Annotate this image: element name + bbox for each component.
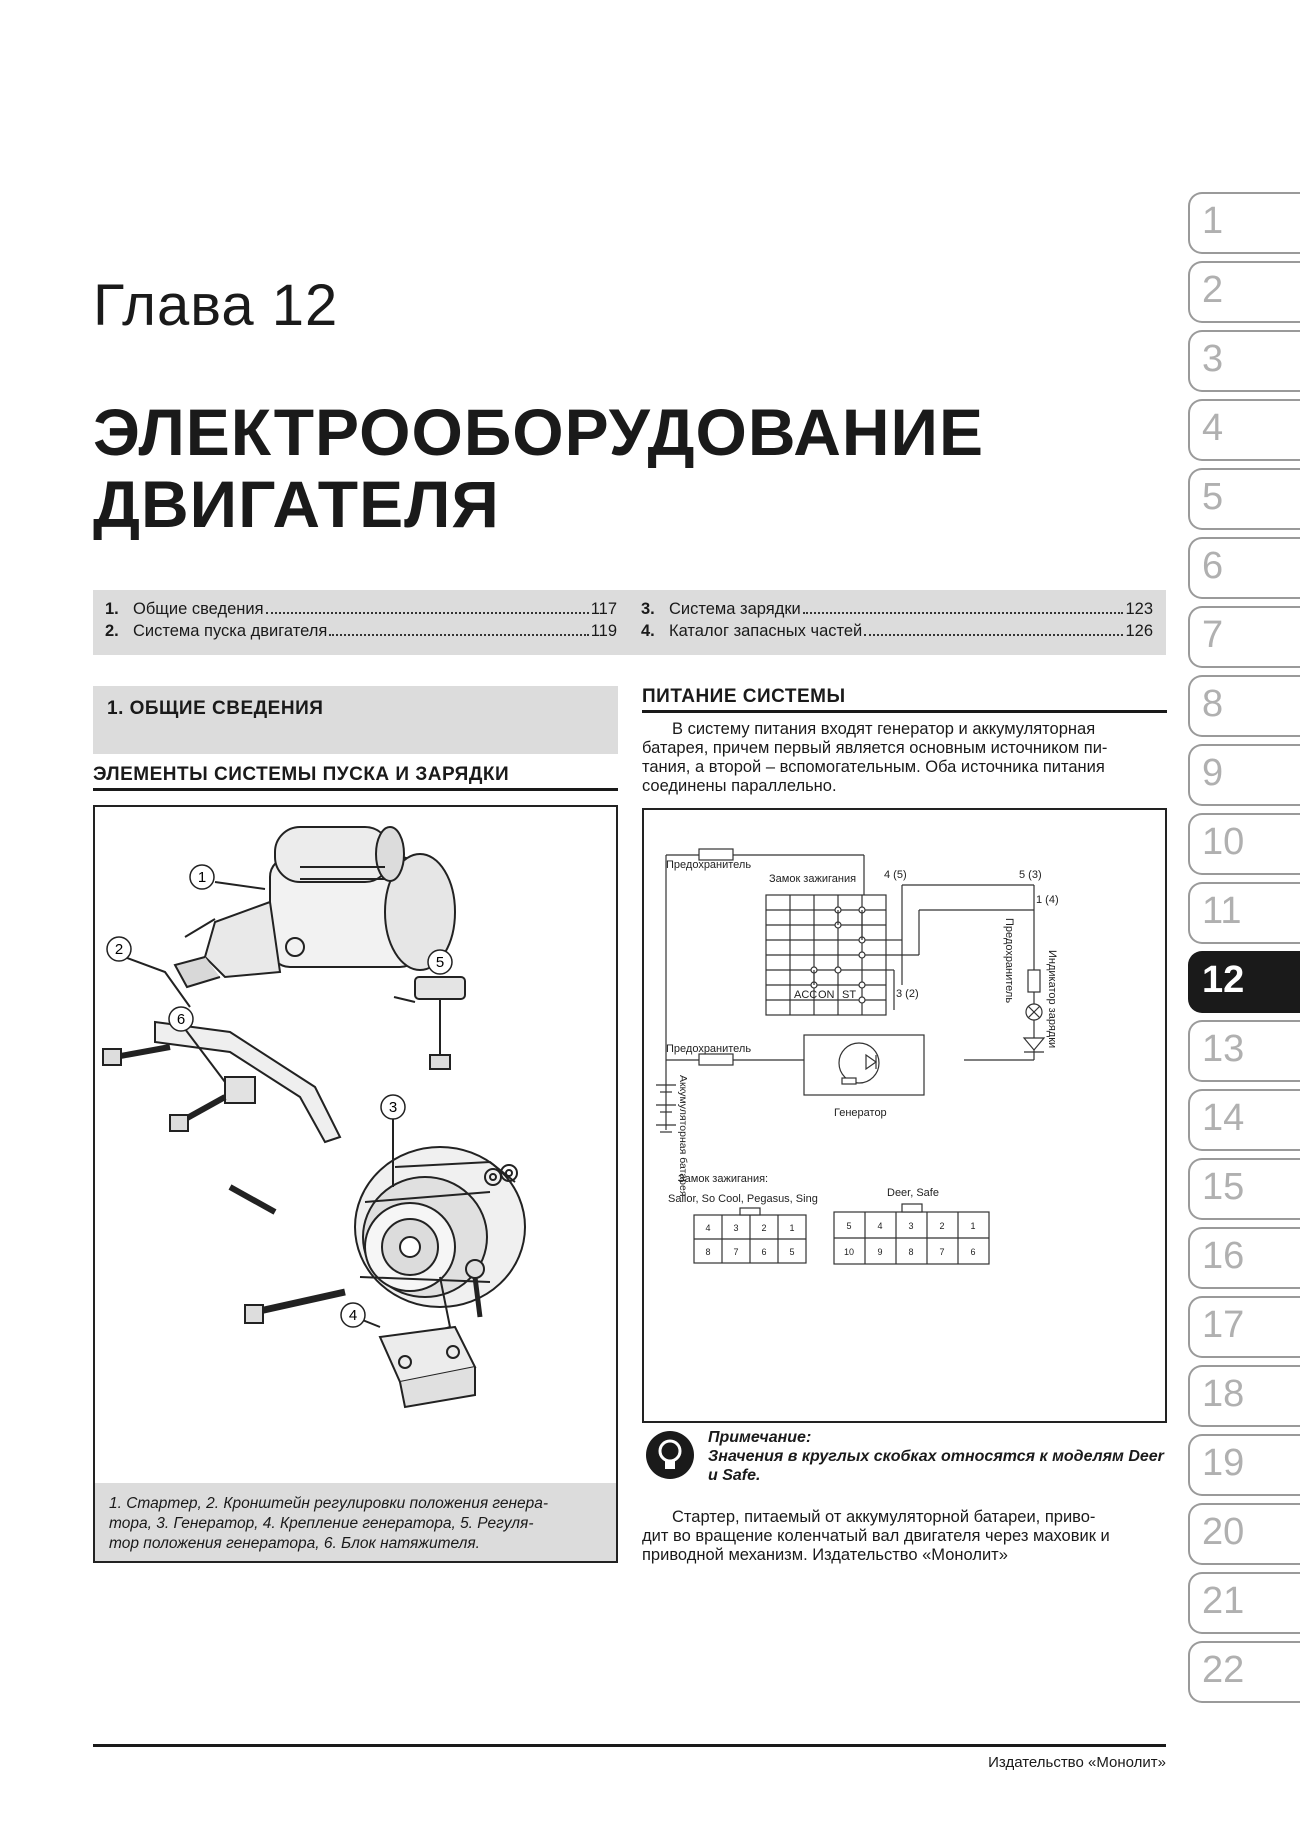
pin-label: 3 [733,1223,739,1233]
chapter-tab-19[interactable]: 19 [1188,1434,1300,1496]
toc-item-page: 119 [590,622,617,640]
label-fuse-top: Предохранитель [666,859,752,871]
left-subheading: ЭЛЕМЕНТЫ СИСТЕМЫ ПУСКА И ЗАРЯДКИ [93,764,510,785]
note-box [708,1428,1168,1485]
caption-line: тора, 3. Генератор, 4. Крепление генератора, 5. Регуля- [109,1515,534,1532]
paragraph-line: В систему питания входят генератор и аккумуляторная [672,720,1096,738]
parts-drawing [95,807,616,1483]
chapter-title-line-2: ДВИГАТЕЛЯ [93,467,500,541]
adjusting-bracket-drawing [103,1022,340,1142]
toc-item-page: 123 [1125,600,1153,618]
toc-item-number: 4. [641,622,655,640]
pin-label: 9 [877,1247,883,1257]
toc-item-page: 117 [590,600,617,618]
label-1-4: 1 (4) [1036,894,1059,906]
chapter-tab-1[interactable]: 1 [1188,192,1300,254]
right-subheading: ПИТАНИЕ СИСТЕМЫ [642,686,846,707]
chapter-tab-15[interactable]: 15 [1188,1158,1300,1220]
toc-leader [329,634,588,636]
regulator-drawing [415,977,465,1069]
label-battery: Аккумуляторная батарея [677,1075,689,1197]
chapter-tab-11[interactable]: 11 [1188,882,1300,944]
chapter-tab-21[interactable]: 21 [1188,1572,1300,1634]
callout-label: 1 [197,869,207,886]
chapter-tab-13[interactable]: 13 [1188,1020,1300,1082]
callout-label: 4 [348,1307,358,1324]
toc-item[interactable] [105,620,617,642]
figure-caption [95,1483,616,1561]
callout-label: 6 [176,1011,186,1028]
tension-block-drawing [170,1077,255,1131]
chapter-tab-18[interactable]: 18 [1188,1365,1300,1427]
label-models-a: Sailor, So Cool, Pegasus, Sing [668,1193,818,1205]
section-header [93,686,618,754]
lightbulb-icon [645,1430,695,1480]
toc-item-number: 3. [641,600,655,618]
caption-line: тор положения генератора, 6. Блок натяжителя. [109,1535,480,1552]
right-subheading-rule [642,710,1167,713]
label-fuse-bottom: Предохранитель [666,1043,752,1055]
toc-item-title: Каталог запасных частей [669,622,863,640]
note-title: Примечание: [708,1429,812,1446]
note-text: Значения в круглых скобках относятся к моделям Deer и Safe. [708,1448,1164,1484]
paragraph-line: соединены параллельно. [642,777,837,795]
pin-label: 6 [761,1247,767,1257]
toc-leader [803,612,1124,614]
left-subheading-rule [93,788,618,791]
paragraph-line: Стартер, питаемый от аккумуляторной батареи, приво- [672,1508,1096,1526]
toc-item[interactable] [641,620,1153,642]
body-paragraph [642,1508,1167,1565]
pin-label: 2 [939,1221,945,1231]
starter-drawing [175,827,455,987]
chapter-tab-4[interactable]: 4 [1188,399,1300,461]
toc-item-title: Общие сведения [133,600,264,618]
chapter-tab-12[interactable]: 12 [1188,951,1300,1013]
intro-paragraph [642,720,1167,796]
label-generator: Генератор [834,1107,887,1119]
callout-label: 2 [114,941,124,958]
paragraph-line: тания, а второй – вспомогательным. Оба источника питания [642,758,1105,776]
caption-line: 1. Стартер, 2. Кронштейн регулировки положения генера- [109,1495,549,1512]
toc-leader [864,634,1123,636]
parts-illustration [93,805,618,1563]
generator-drawing [355,1147,525,1332]
pin-label: 1 [789,1223,795,1233]
chapter-tab-10[interactable]: 10 [1188,813,1300,875]
callout-label: 3 [388,1099,398,1116]
chapter-label: Глава 12 [93,273,339,338]
label-models-b: Deer, Safe [887,1187,939,1199]
label-3-2: 3 (2) [896,988,919,1000]
fuse-bottom [699,1054,733,1065]
toc-item[interactable] [641,598,1153,620]
toc-item-number: 1. [105,600,119,618]
pin-label: 5 [789,1247,795,1257]
pin-label: 8 [705,1247,711,1257]
pin-label: 1 [970,1221,976,1231]
chapter-tab-7[interactable]: 7 [1188,606,1300,668]
pin-label: 2 [761,1223,767,1233]
chapter-title-line-1: ЭЛЕКТРООБОРУДОВАНИЕ [93,395,984,469]
chapter-tab-5[interactable]: 5 [1188,468,1300,530]
paragraph-line: батарея, причем первый является основным источником пи- [642,739,1108,757]
footer-publisher: Издательство «Монолит» [988,1754,1166,1771]
label-st: ST [842,989,857,1001]
toc-item-page: 126 [1125,622,1153,640]
chapter-tab-22[interactable]: 22 [1188,1641,1300,1703]
toc-leader [266,612,589,614]
table-of-contents [93,590,1166,655]
mount-drawing [380,1327,475,1407]
pin-label: 7 [939,1247,945,1257]
chapter-tab-14[interactable]: 14 [1188,1089,1300,1151]
label-ignition-lock: Замок зажигания [769,873,857,885]
pin-label: 10 [843,1247,855,1257]
pin-label: 7 [733,1247,739,1257]
diode [1024,1038,1044,1050]
chapter-tab-8[interactable]: 8 [1188,675,1300,737]
fuse-indicator [1028,970,1040,992]
toc-item-number: 2. [105,622,119,640]
label-4-5: 4 (5) [884,869,907,881]
label-fuse-vertical: Предохранитель [1003,918,1015,1004]
paragraph-line: дит во вращение коленчатый вал двигателя через маховик и [642,1527,1110,1545]
label-acc: ACC [794,989,818,1001]
pin-label: 3 [908,1221,914,1231]
chapter-tab-16[interactable]: 16 [1188,1227,1300,1289]
chapter-tab-9[interactable]: 9 [1188,744,1300,806]
label-indicator: Индикатор зарядки [1046,950,1058,1049]
pin-label: 6 [970,1247,976,1257]
label-lock-bottom: Замок зажигания: [678,1173,769,1185]
footer-rule [93,1744,1166,1747]
wiring-schematic [644,810,1165,1421]
chapter-tab-20[interactable]: 20 [1188,1503,1300,1565]
label-on: ON [818,989,835,1001]
label-5-3: 5 (3) [1019,869,1042,881]
toc-item-title: Система зарядки [669,600,801,618]
wiring-diagram [642,808,1167,1423]
pin-label: 4 [705,1223,711,1233]
pin-label: 8 [908,1247,914,1257]
chapter-tab-3[interactable]: 3 [1188,330,1300,392]
chapter-tab-2[interactable]: 2 [1188,261,1300,323]
chapter-tab-6[interactable]: 6 [1188,537,1300,599]
toc-item[interactable] [105,598,617,620]
pin-label: 4 [877,1221,883,1231]
callout-label: 5 [435,954,445,971]
paragraph-line: приводной механизм. Издательство «Монолит» [642,1546,1008,1564]
chapter-tab-17[interactable]: 17 [1188,1296,1300,1358]
toc-item-title: Система пуска двигателя [133,622,328,640]
section-header-title: 1. ОБЩИЕ СВЕДЕНИЯ [107,698,324,719]
pin-label: 5 [846,1221,852,1231]
